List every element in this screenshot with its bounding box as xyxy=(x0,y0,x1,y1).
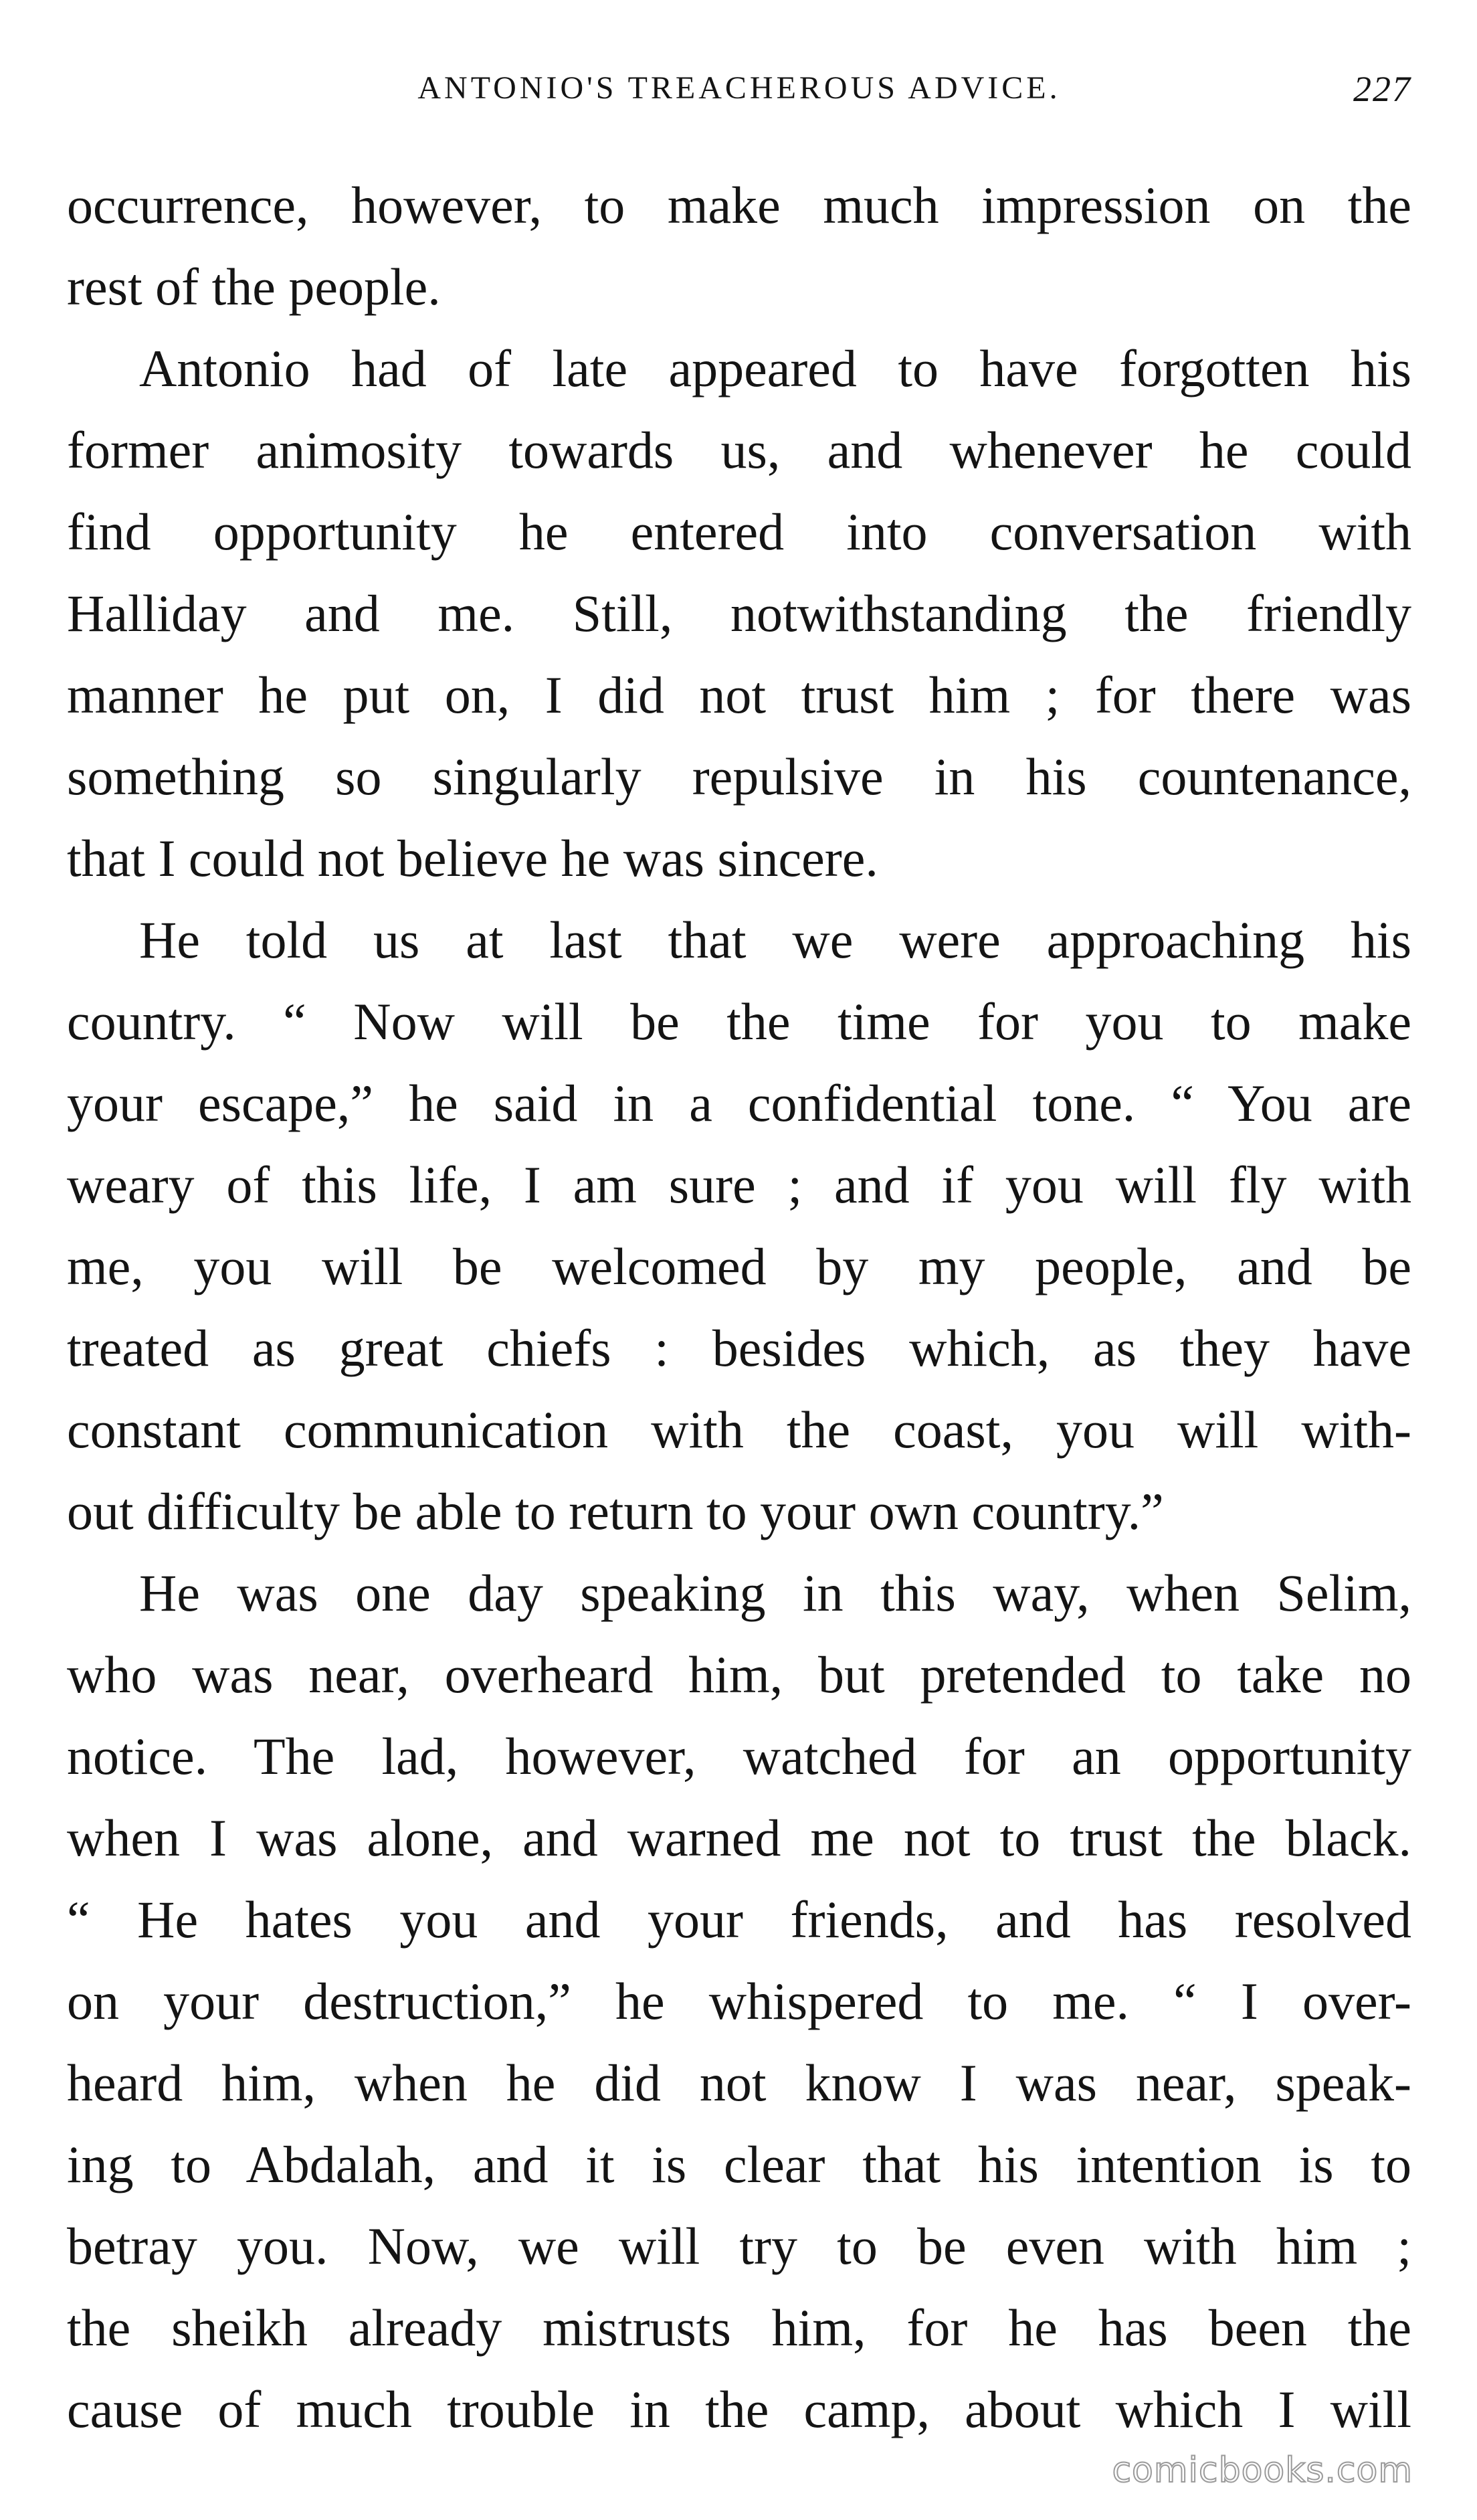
text-line: betray you. Now, we will try to be even with him ; xyxy=(67,2217,1411,2275)
text-line: constant communication with the coast, you will with- xyxy=(67,1401,1411,1459)
text-line: when I was alone, and warned me not to trust the black. xyxy=(67,1809,1411,1867)
text-line: cause of much trouble in the camp, about which I will xyxy=(67,2380,1411,2438)
text-line: notice. The lad, however, watched for an opportunity xyxy=(67,1727,1411,1785)
text-line: me, you will be welcomed by my people, and be xyxy=(67,1237,1411,1295)
text-line: weary of this life, I am sure ; and if you will fly with xyxy=(67,1156,1411,1214)
text-line: He was one day speaking in this way, when Selim, xyxy=(139,1564,1411,1622)
text-line: former animosity towards us, and whenever he could xyxy=(67,421,1411,479)
paragraph-continued xyxy=(67,165,1411,328)
text-line: country. “ Now will be the time for you to make xyxy=(67,992,1411,1051)
text-line: treated as great chiefs : besides which, as they have xyxy=(67,1319,1411,1377)
text-line: He told us at last that we were approaching his xyxy=(139,911,1411,969)
paragraph-selim xyxy=(67,1552,1411,2450)
text-line: something so singularly repulsive in his countenance, xyxy=(67,747,1411,806)
text-line: on your destruction,” he whispered to me. “ I over- xyxy=(67,1972,1411,2030)
text-line: your escape,” he said in a confidential tone. “ You are xyxy=(67,1074,1411,1132)
text-line: who was near, overheard him, but pretended to take no xyxy=(67,1645,1411,1704)
text-line: manner he put on, I did not trust him ; for there was xyxy=(67,666,1411,724)
text-line: Antonio had of late appeared to have forgotten his xyxy=(139,339,1411,397)
watermark: comicbooks.com xyxy=(1112,2450,1413,2491)
text-line: out difficulty be able to return to your own country.” xyxy=(67,1482,1164,1540)
page-number: 227 xyxy=(1353,69,1411,109)
running-title: ANTONIO'S TREACHEROUS ADVICE. xyxy=(417,70,1061,106)
text-line: the sheikh already mistrusts him, for he has been the xyxy=(67,2299,1411,2357)
text-line: that I could not believe he was sincere. xyxy=(67,829,878,887)
text-line: ing to Abdalah, and it is clear that his intention is to xyxy=(67,2135,1411,2193)
text-line: occurrence, however, to make much impression on the xyxy=(67,176,1411,234)
paragraph-escape xyxy=(67,899,1411,1552)
body-text xyxy=(67,165,1411,2450)
running-head xyxy=(67,64,1411,124)
text-line: rest of the people. xyxy=(67,258,441,316)
text-line: Halliday and me. Still, notwithstanding the friendly xyxy=(67,584,1411,642)
text-line: heard him, when he did not know I was near, speak- xyxy=(67,2054,1411,2112)
text-line: “ He hates you and your friends, and has resolved xyxy=(67,1890,1411,1949)
paragraph-antonio xyxy=(67,328,1411,899)
text-line: find opportunity he entered into conversation with xyxy=(67,503,1411,561)
